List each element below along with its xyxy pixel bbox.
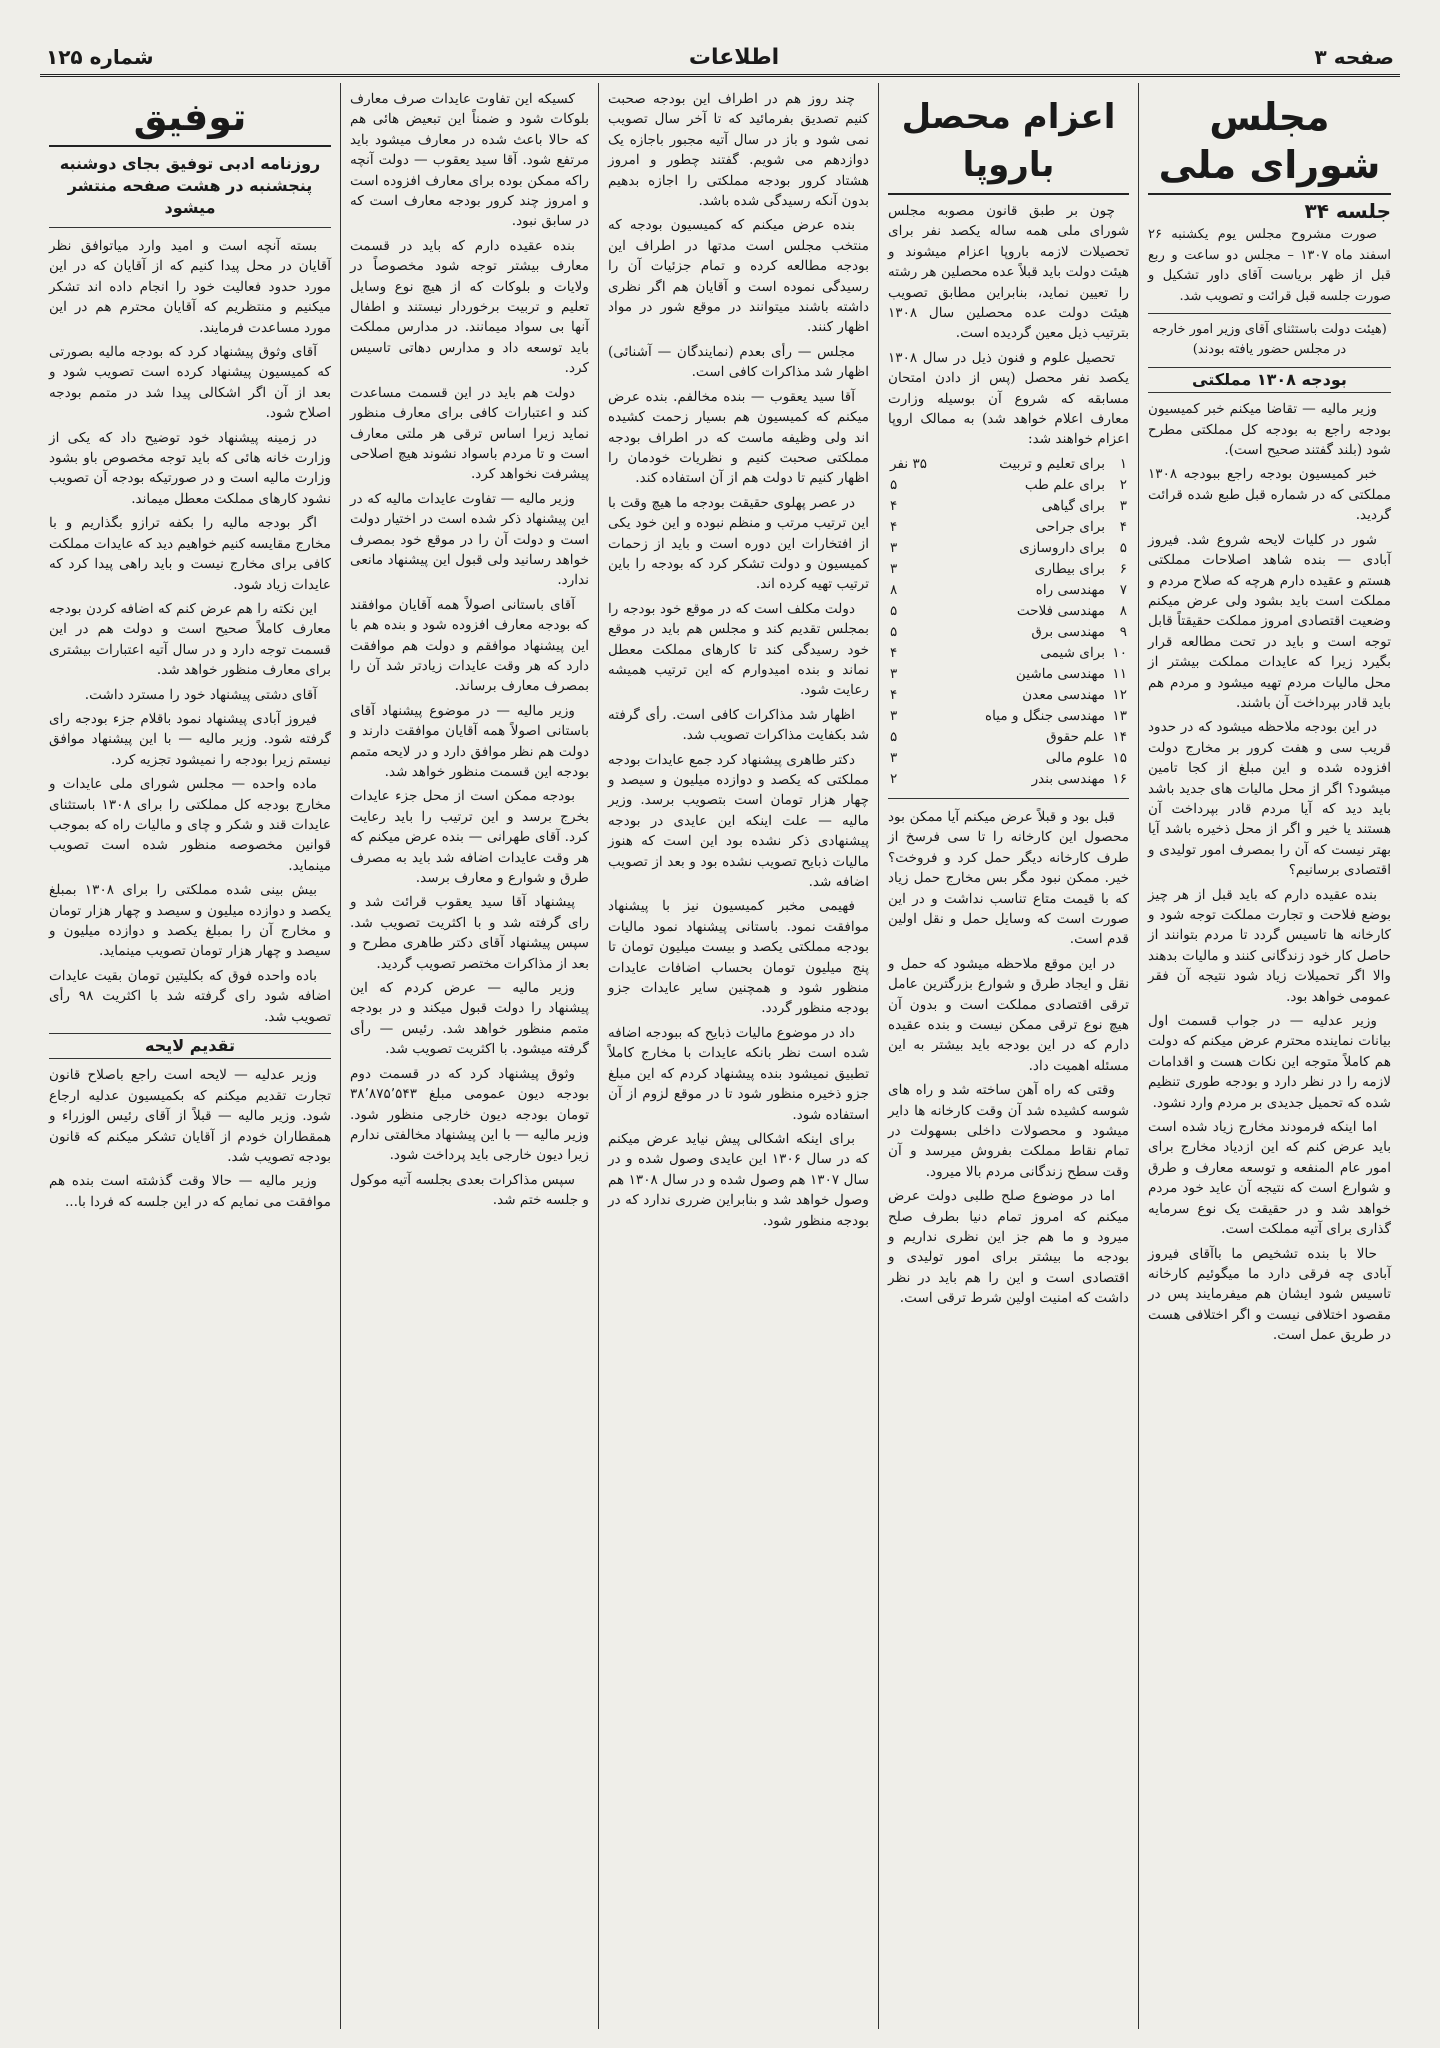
table-row: ۱۳ مهندسی جنگل و میاه ۳ [890,707,1127,724]
column-budget-debate-cont [340,83,598,2029]
tawfiq-subhead: روزنامه ادبی توفیق بجای دوشنبه پنجشنبه در هشت صفحه منتشر میشود [59,154,321,217]
table-row: ۸ مهندسی فلاحت ۵ [890,602,1127,619]
table-row: ۱۴ علم حقوق ۵ [890,728,1127,745]
paragraph: وزیر مالیه — تقاضا میکنم خبر کمیسیون بودجه راجع به بودجه کل مملکتی مطرح شود (بلند گفتند صحیح است). [1148,401,1391,459]
table-row: ۱۲ مهندسی معدن ۴ [890,686,1127,703]
headline-tawfiq: توفیق [49,93,331,147]
lahe-section-title: تقدیم لایحه [49,1033,331,1059]
paragraph: حالا با بنده تشخیص ما باآقای فیروز آبادی چه فرقی دارد ما میگوئیم کارخانه تاسیس شود ایشان هم میفرمایند پس در مقصود اختلافی نیست و اگر اختلافی هست در طریق عمل است. [1148,1245,1391,1344]
paragraph: آقای وثوق پیشنهاد کرد که بودجه مالیه بصورتی که کمیسیون پیشنهاد کرده است تصویب شود و بعد از آن اگر اشکالی پیدا شد در متمم بودجه اصلاح شود. [49,344,331,422]
column-tawfiq [40,83,340,2029]
paragraph: قبل بود و قبلاً عرض میکنم آیا ممکن بود محصول این کارخانه را تا سی فرسخ از طرف کارخانه دیگر حمل کرد و فروخت؟ خیر. ممکن نبود مگر بس مخارج حمل زیاد که با قیمت متاع تناسب نداشت و در این صورت است که وسایل حمل و نقل اولین قدم است. [888,808,1129,948]
table-row: ۲ برای علم طب ۵ [890,476,1127,493]
session-number: جلسه ۳۴ [1304,199,1391,223]
paragraph: وزیر مالیه — تفاوت عایدات مالیه که در این پیشنهاد ذکر شده است در اختیار دولت است و دولت آن را در موقع خود بمصرف خواهد رسانید ولی قبول این پیشنهاد مانعی ندارد. [350,490,589,589]
paragraph: دکتر طاهری پیشنهاد کرد جمع عایدات بودجه مملکتی که یکصد و دوازده میلیون و سیصد و چهار هزار تومان است بتصویب برسد. وزیر مالیه — علت اینکه این عایدی در بودجه پیشنهادی ذکر نشده بود این است که هنوز مالیات ذبایح تصویب نشده بود و بعد از تصویب اضافه شد. [608,751,869,891]
paragraph: وثوق پیشنهاد کرد که در قسمت دوم بودجه دیون عمومی مبلغ ۳۸٬۸۷۵٬۵۴۳ تومان بودجه دیون خارجی منظور شود. وزیر مالیه — با این پیشنهاد مخالفتی ندارم زیرا دیون خارجی باید پرداخت شود. [350,1065,589,1164]
paragraph: وزیر مالیه — عرض کردم که این پیشنهاد را دولت قبول میکند و در بودجه متمم منظور خواهد شد. رئیس — رأی گرفته میشود. با اکثریت تصویب شد. [350,980,589,1058]
divider [49,227,331,228]
paragraph: آقای دشتی پیشنهاد خود را مسترد داشت. [84,686,317,703]
table-row: ۱۰ برای شیمی ۴ [890,644,1127,661]
table-row: ۹ مهندسی برق ۵ [890,623,1127,640]
paragraph: وزیر مالیه — در موضوع پیشنهاد آقای باستانی اصولاً همه آقایان موافقت دارند و دولت هم نظر موافق دارد و در لایحه متمم بودجه این قسمت منظور خواهد شد. [350,702,589,780]
paragraph: وزیر مالیه — حالا وقت گذشته است بنده هم موافقت می نمایم که در این جلسه که فردا با... [49,1173,331,1210]
paragraph: کسیکه این تفاوت عایدات صرف معارف بلوکات شود و ضمناً این تبعیض هائی هم که حالا باعث شده در معارف میشود باید مرتفع شود. آقا سید یعقوب — دولت آنچه راکه ممکن بوده برای معارف افزوده است و امروز چند کرور بودجه معارف است که در سابق نبود. [350,91,589,230]
paragraph: برای اینکه اشکالی پیش نیاید عرض میکنم که در سال ۱۳۰۶ این عایدی وصول شده و در سال ۱۳۰۷ هم وصول شده و در سال ۱۳۰۸ هم وصول خواهد شد و بنابراین ضرری ندارد که در بودجه منظور شود. [608,1130,870,1229]
issue-number: شماره ۱۲۵ [46,45,154,69]
masthead [40,40,1400,77]
paragraph: سپس مذاکرات بعدی بجلسه آتیه موکول و جلسه ختم شد. [350,1171,589,1209]
table-row: ۷ مهندسی راه ۸ [890,581,1127,598]
headline-students-abroad: اعزام محصل باروپا [888,93,1129,195]
paragraph: فیروز آبادی پیشنهاد نمود باقلام جزء بودجه رای گرفته شود. وزیر مالیه — با این پیشنهاد موافق نیستم زیرا بودجه را نمیشود تجزیه کرد. [49,710,331,768]
table-row: ۴ برای جراحی ۴ [890,518,1127,535]
paragraph: دولت مکلف است که در موقع خود بودجه را بمجلس تقدیم کند و مجلس هم باید در موقع خود رسیدگی کند تا کارهای مملکت معطل نماند و بنده امیدوارم که این ترتیب همیشه رعایت شود. [608,600,869,699]
paragraph: چند روز هم در اطراف این بودجه صحبت کنیم تصدیق بفرمائید که تا آخر سال تصویب نمی شود و باز در سال آتیه مجبور باجازه یک دوازدهم می شویم. گفتند چطور و امروز هشتاد کرور بودجه مملکتی را اجازه بدهیم بدون آنکه رسیدگی شده باشد. [608,91,869,210]
article-columns [40,83,1400,2029]
paragraph: این نکته را هم عرض کنم که اضافه کردن بودجه معارف کاملاً صحیح است و دولت هم در این قسمت توجه دارد و در سال آتیه اعتبارات بیشتری برای معارف منظور خواهد شد. [49,600,331,679]
paragraph: در عصر پهلوی حقیقت بودجه ما هیچ وقت با این ترتیب مرتب و منظم نبوده و این خود یکی از افتخارات این دوره است و باید از زحمات کمیسیون و دولت تشکر کرد که بودجه را باین ترتیب تهیه کرده اند. [608,494,869,593]
page-number: صفحه ۳ [1314,45,1394,69]
session-intro: صورت مشروح مجلس یوم یکشنبه ۲۶ اسفند ماه ۱۳۰۷ – مجلس دو ساعت و ربع قبل از ظهر بریاست آقای داور تشکیل و صورت جلسه قبل قرائت و تصویب شد. [1148,225,1391,314]
paragraph: اظهار شد مذاکرات کافی است. رأی گرفته شد بکفایت مذاکرات تصویب شد. [608,706,869,744]
paragraph: خبر کمیسیون بودجه راجع ببودجه ۱۳۰۸ مملکتی که در شماره قبل طبع شده قرائت گردید. [1148,466,1391,524]
paragraph: فهیمی مخبر کمیسیون نیز با پیشنهاد موافقت نمود. باستانی پیشنهاد نمود مالیات بودجه مملکتی یکصد و بیست میلیون تومان تا پنج میلیون تومان بحساب اضافات عایدات منظور شود و همچنین سایر عایدات جزو بودجه منظور گردد. [608,898,869,1017]
paragraph: شور در کلیات لایحه شروع شد. فیروز آبادی — بنده شاهد اصلاحات مملکتی هستم و عقیده دارم هرچه که صلاح مردم و مملکت است باید بشود ولی عرض میکنم وضعیت اقتصادی امروز مملکت حقیقتاً قابل توجه است و باید در تحت مطالعه قرار بگیرد زیرا که عایدات مملکت بیشتر از محل مالیات مردم تهیه میشود و مردم هم باید قادر بپرداخت آن باشند. [1148,531,1391,711]
table-row: ۳ برای گیاهی ۴ [890,497,1127,514]
paragraph: بیش بینی شده مملکتی را برای ۱۳۰۸ بمبلغ یکصد و دوازده میلیون و سیصد و چهار هزار تومان و مخارج آن را بمبلغ یکصد و دوازده میلیون و سیصد و چهار هزار تومان تصویب مینماید. [49,882,331,960]
paragraph: بنده عرض میکنم که کمیسیون بودجه که منتخب مجلس است مدتها در اطراف این بودجه مطالعه کرده و تمام جزئیات آن را رسیدگی نموده است و آقایان هم اگر نظری داشته باشند میتوانند در موقع شور در مواد اظهار کنند. [608,217,869,336]
paragraph: بنده عقیده دارم که باید در قسمت معارف بیشتر توجه شود مخصوصاً در ولایات و بلوکات که از هیچ نوع وسایل تعلیم و تربیت برخوردار نیستند و اطفال آنها بی سواد میمانند. در مدارس مملکت باید توسعه داد و مدارس دهاتی تاسیس کرد. [350,237,589,377]
table-row: ۱ برای تعلیم و تربیت ۳۵ نفر [890,455,1127,472]
paragraph: چون بر طبق قانون مصوبه مجلس شورای ملی همه ساله یکصد نفر برای تحصیلات لازمه باروپا اعزام میشوند و هیئت دولت باید قبلاً عده محصلین هر رشته را تعیین نماید، بنابراین مطابق تصویب هیئت دولت عده محصلین سال ۱۳۰۸ بترتیب ذیل معین گردیده است. [888,203,1129,342]
paragraph: باده واحده فوق که بکلیتین تومان بقیت عایدات اضافه شود رای گرفته شد با اکثریت ۹۸ رأی تصویب شد. [49,967,331,1025]
table-row: ۱۶ مهندسی بندر ۲ [890,770,1127,787]
paragraph: وزیر عدلیه — در جواب قسمت اول بیانات نماینده محترم عرض میکنم که دولت هم کاملاً متوجه این نکات هست و اقدامات لازمه را در نظر دارد و بودجه طوری تنظیم شده که تحمیل جدیدی بر مردم وارد نشود. [1148,1013,1391,1111]
paragraph: اما در موضوع صلح طلبی دولت عرض میکنم که امروز تمام دنیا بطرف صلح میرود و ما هم جز این نظری نداریم و بودجه ما بیشتر برای امور تولیدی و اقتصادی است و این را هم باید در نظر داشت که امنیت اولین شرط ترقی است. [888,1188,1129,1307]
paragraph: در این بودجه ملاحظه میشود که در حدود قریب سی و هفت کرور بر مخارج دولت افزوده شده و این مبلغ از کجا تامین میشود؟ اگر از محل مالیات های جدید باشد باید دید که آیا مردم قادر بپرداخت آن هستند یا خیر و اگر از محل ذخیره باشد آیا بهتر نیست که آن را بمصرف امور تولیدی و اقتصادی برسانیم؟ [1148,719,1391,879]
column-students-abroad [878,83,1138,2029]
paragraph: بودجه ممکن است از محل جزء عایدات بخرج برسد و این ترتیب را باید رعایت کرد. آقای طهرانی — بنده عرض میکنم که هر وقت عایدات اضافه شد باید به مصرف طرق و شوارع و معارف برسد. [350,788,589,887]
paragraph: تحصیل علوم و فنون ذیل در سال ۱۳۰۸ یکصد نفر محصل (پس از دادن امتحان مسابقه که شروع آن بوسیله وزارت معارف اعلام خواهد شد) به ممالک اروپا اعزام خواهند شد: [888,349,1129,448]
column-majlis [1138,83,1400,2029]
paragraph: در این موقع ملاحظه میشود که حمل و نقل و ایجاد طرق و شوارع بزرگترین عامل ترقی اقتصادی مملکت است و بدون آن هیچ نوع ترقی ممکن نیست و بنده عقیده دارم که در این بودجه باید بیشتر به این مسئله اهمیت داد. [888,955,1129,1074]
table-row: ۵ برای داروسازی ۳ [890,539,1127,556]
paragraph: ماده واحده — مجلس شورای ملی عایدات و مخارج بودجه کل مملکتی را برای ۱۳۰۸ باستثنای عایدات قند و شکر و چای و مالیات راه که بموجب قوانین مخصوصه منظور شده است تصویب مینماید. [49,776,331,874]
paragraph: اگر بودجه مالیه را بکفه ترازو بگذاریم و با مخارج مقایسه کنیم خواهیم دید که عایدات مملکت کافی برای مخارج نیست و باید راهی پیدا کرد که عایدات زیاد شود. [49,515,331,593]
paragraph: پیشنهاد آقا سید یعقوب قرائت شد و رای گرفته شد و با اکثریت تصویب شد. سپس پیشنهاد آقای دکتر طاهری مطرح و بعد از مذاکرات مختصر تصویب گردید. [350,894,589,972]
paragraph: داد در موضوع مالیات ذبایح که ببودجه اضافه شده است نظر بانکه عایدات با مخارج کاملاً تطبیق نمیشود بنده پیشنهاد کردم که این مبلغ جزو ذخیره منظور شود تا در موقع لزوم از آن استفاده شود. [608,1024,869,1123]
column-budget-debate [598,83,878,2029]
table-row: ۱۵ علوم مالی ۳ [890,749,1127,766]
paragraph: اما اینکه فرمودند مخارج زیاد شده است باید عرض کنم که این ازدیاد مخارج برای امور عام المنفعه و توسعه معارف و طرق و شوارع است که نتیجه آن عاید خود مردم خواهد شد و در حقیقت یک نوع سرمایه گذاری برای آتیه مملکت است. [1148,1119,1391,1238]
cabinet-note: (هیئت دولت باستثنای آقای وزیر امور خارجه در مجلس حضور یافته بودند) [1152,322,1387,358]
paragraph: بنده عقیده دارم که باید قبل از هر چیز بوضع فلاحت و تجارت مملکت توجه شود و کارخانه ها تاسیس گردد تا مردم بتوانند از حاصل کار خود زندگانی کنند و مالیات بدهند والا اگر تحمیلات زیاد شود نتیجه آن فقر عمومی خواهد بود. [1148,886,1391,1005]
paragraph: دولت هم باید در این قسمت مساعدت کند و اعتبارات کافی برای معارف منظور نماید زیرا اساس ترقی هر ملتی معارف است و تا مردم باسواد نشوند هیچ اصلاحی پیشرفت نخواهد کرد. [350,384,589,483]
headline-majlis: مجلس شورای ملی [1148,93,1391,195]
paragraph: در زمینه پیشنهاد خود توضیح داد که یکی از وزارت خانه هائی که باید توجه مخصوص باو بشود وزارت مالیه است و در صورتیکه بودجه آن تصویب نشود کارهای مملکت معطل میماند. [49,429,331,507]
newspaper-name: اطلاعات [688,44,780,70]
paragraph: آقا سید یعقوب — بنده مخالفم. بنده عرض میکنم که کمیسیون هم بسیار زحمت کشیده اند ولی وظیفه ماست که در اطراف بودجه مملکتی صحبت کنیم و نظریات خودمان را اظهار کنیم تا دولت هم از آن استفاده کند. [608,388,869,487]
table-row: ۱۱ مهندسی ماشین ۳ [890,665,1127,682]
paragraph: وقتی که راه آهن ساخته شد و راه های شوسه کشیده شد آن وقت کارخانه ها دایر میشود و محصولات داخلی بسهولت در تمام نقاط مملکت بفروش میرسد و آن وقت سطح زندگانی مردم بالا میرود. [888,1082,1129,1180]
paragraph: آقای باستانی اصولاً همه آقایان موافقند که بودجه معارف افزوده شود و بنده هم با این پیشنهاد موافقم و دولت هم موافقت دارد که هر وقت عایدات زیادتر شد آن را بمصرف معارف برساند. [350,596,589,695]
scholarship-table [888,454,1129,790]
paragraph: بسته آنچه است و امید وارد میاتوافق نظر آقایان در محل پیدا کنیم که از آقایان که در این مورد حدود فعالیت خود را انجام داده اند تشکر میکنیم و منتظریم که آقایان محترم هم در این مورد مساعدت فرمایند. [49,238,331,336]
divider [888,798,1129,799]
paragraph: مجلس — رأی بعدم (نمایندگان — آشنائی) اظهار شد مذاکرات کافی است. [608,343,869,381]
table-row: ۶ برای بیطاری ۳ [890,560,1127,577]
paragraph: وزیر عدلیه — لایحه است راجع باصلاح قانون تجارت تقدیم میکنم که بکمیسیون عدلیه ارجاع شود. وزیر مالیه — قبلاً از آقای رئیس الوزراء و همقطاران خودم از آقایان تشکر میکنم که قانون بودجه تصویب شد. [49,1067,331,1166]
budget-section-title: بودجه ۱۳۰۸ مملکتی [1148,367,1391,393]
